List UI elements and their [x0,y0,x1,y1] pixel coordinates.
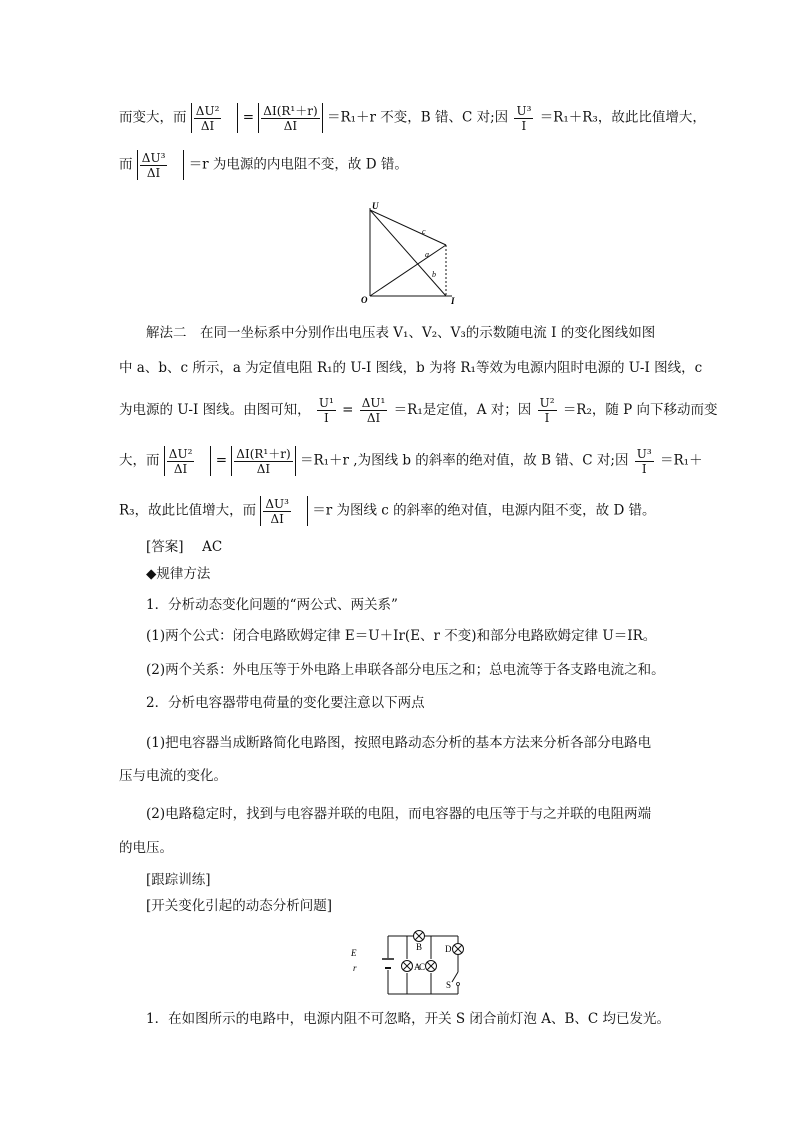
equals-sign: = [242,109,254,126]
abs-fraction: $\frac{\text{ΔI(R¹＋r)}}{\Delta I}$ [236,446,291,476]
axis-i-label: I [451,296,455,306]
method-p6: 压与电流的变化。 [119,768,227,784]
label-d: D [445,944,452,954]
line-b-label: b [432,270,436,279]
para1-line1 [119,103,794,133]
method-p1: 1．分析动态变化问题的“两公式、两关系” [146,597,398,613]
u-i-graph [360,200,465,308]
fraction: $\frac{\text{U³}}{I}$ [516,103,532,133]
training-topic: [开关变化引起的动态分析问题] [146,898,333,914]
abs-fraction: $\frac{\text{ΔU²}}{\Delta I}$ [195,103,220,133]
abs-fraction: $\frac{\text{ΔU³}}{\Delta I}$ [265,496,289,526]
label-s: S [446,980,452,990]
circuit-diagram [345,928,470,998]
method-p5: (1)把电容器当成断路简化电路图，按照电路动态分析的基本方法来分析各部分电路电 [146,735,652,751]
para2-line3: 为电源的 U-I 图线。由图可知， $\frac{\text{U¹}}{I}$ = $\frac{\text{ΔU¹}}{\Delta I}$ ＝R₁是定值，A 对；因 $\frac{\text{U²}}{I}$ ＝R₂，随 P 向下移动而变 [119,396,718,425]
text-fragment: ＝r 为电源的内电阻不变，故 D 错。 [188,156,408,173]
training-question: 1．在如图所示的电路中，电源内阻不可忽略，开关 S 闭合前灯泡 A、B、C 均已发光。 [146,1011,671,1027]
para2-line5: R₃，故此比值增大，而 $\frac{\text{ΔU³}}{\Delta I}$ ＝r 为图线 c 的斜率的绝对值，电源内阻不变，故 D 错。 [119,496,656,526]
method-p3: (2)两个关系：外电压等于外电路上串联各部分电压之和；总电流等于各支路电流之和。 [146,662,665,678]
text-fragment: ＝R₁＋R₃，故此比值增大， [539,109,706,126]
label-c: C [419,962,426,972]
label-e: E [351,948,357,958]
text-fragment: 而 [119,156,133,173]
method-p8: 的电压。 [119,840,173,856]
answer-line [146,537,794,557]
origin-label: O [361,295,368,305]
fraction: $\frac{\text{U³}}{I}$ [636,446,652,476]
training-heading: [跟踪训练] [146,872,211,888]
para2-line4: 大，而 $\frac{\text{ΔU²}}{\Delta I}$ = $\frac{\text{ΔI(R¹＋r)}}{\Delta I}$ ＝R₁＋r ,为图线 b 的斜率的绝对值，故 B 错、C 对;因 $\frac{\text{U³}}{I}$ ＝R₁＋ [119,446,703,476]
fraction: $\frac{\text{U²}}{I}$ [539,396,555,425]
fraction: $\frac{\text{U¹}}{I}$ [318,396,334,425]
para2-line1: 解法二 在同一坐标系中分别作出电压表 V₁、V₂、V₃的示数随电流 I 的变化图线如图 [146,325,656,341]
label-b: B [416,942,423,952]
method-p4: 2．分析电容器带电荷量的变化要注意以下两点 [146,695,425,711]
para2-line2: 中 a、b、c 所示，a 为定值电阻 R₁的 U-I 图线，b 为将 R₁等效为电源内阻时电源的 U-I 图线，c [119,360,703,376]
label-r: r [353,963,357,973]
text-fragment: ＝R₁＋r 不变，B 错、C 对;因 [326,109,509,126]
axis-u-label: U [372,201,379,211]
line-a-label: a [425,250,429,259]
method-p7: (2)电路稳定时，找到与电容器并联的电阻，而电容器的电压等于与之并联的电阻两端 [146,806,652,822]
answer-value: AC [202,539,223,555]
method-p2: (1)两个公式：闭合电路欧姆定律 E＝U＋Ir(E、r 不变)和部分电路欧姆定律 U＝IR。 [146,628,657,644]
abs-fraction: $\frac{\text{ΔU³}}{\Delta I}$ [141,150,166,180]
abs-fraction: $\frac{\text{ΔU²}}{\Delta I}$ [168,446,193,476]
line-c-label: c [422,227,426,236]
label-a: A [414,962,421,972]
para1-line2 [119,150,719,180]
fraction: $\frac{\text{ΔU¹}}{\Delta I}$ [361,396,386,425]
text-fragment: 而变大，而 [119,109,187,126]
answer-label: [答案] [146,539,184,555]
method-heading: ◆规律方法 [146,566,211,582]
abs-fraction: $\frac{\text{ΔI(R¹＋r)}}{\Delta I}$ [263,103,318,133]
